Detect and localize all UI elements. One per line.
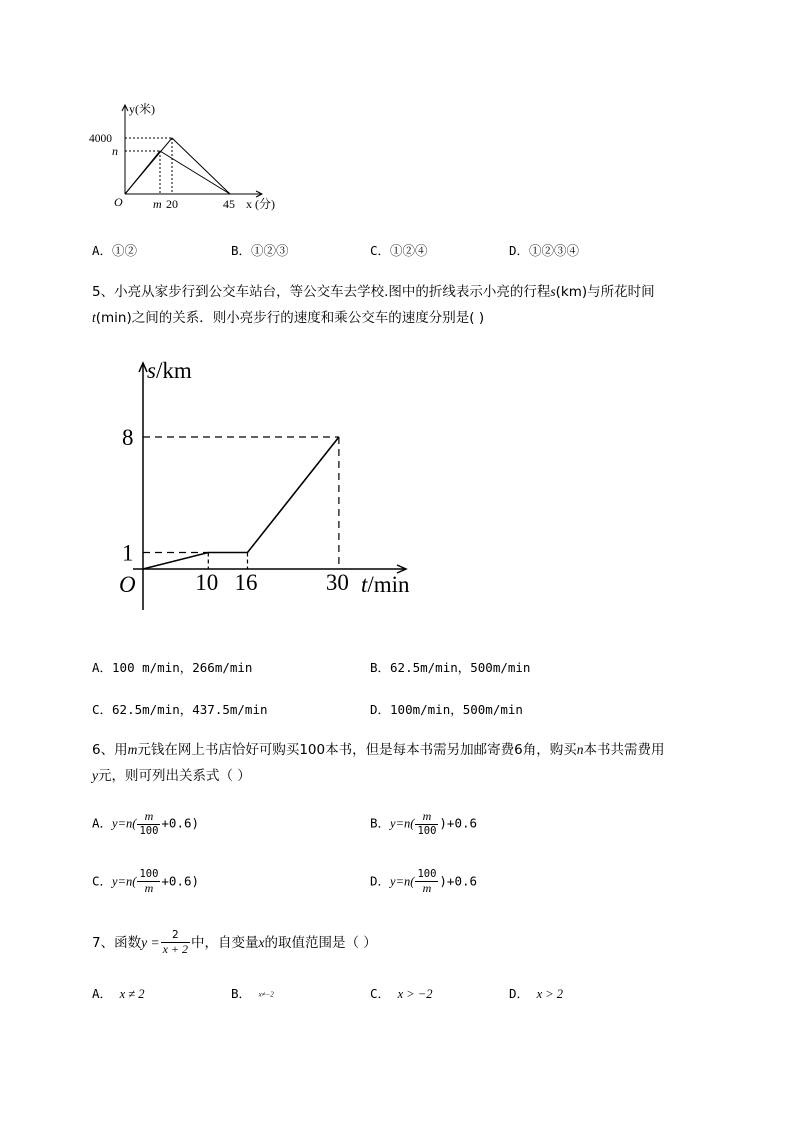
- q5-stem-line1: 5、小亮从家步行到公交车站台，等公交车去学校.图中的折线表示小亮的行程s(km)与所花时间: [92, 284, 655, 300]
- q6-option-b[interactable]: B．y=n( $\frac{m}{100}$ )+0.6: [370, 809, 478, 837]
- q7-stem: 7、函数y = $\frac{2}{x + 2}$ 中，自变量x的取值范围是（ ）: [92, 929, 377, 956]
- q7-option-d[interactable]: D． x > 2: [509, 986, 564, 1001]
- q5-option-b[interactable]: B．62.5m/min，500m/min: [370, 660, 531, 675]
- origin-label: O: [114, 195, 123, 209]
- y-tick-8: 8: [122, 425, 134, 450]
- x-tick-10: 10: [195, 570, 219, 595]
- q6-option-d[interactable]: D．y=n( $\frac{100}{m}$ )+0.6: [370, 868, 478, 895]
- q6-option-c[interactable]: C．y=n( $\frac{100}{m}$ +0.6): [92, 868, 200, 895]
- q4-option-d[interactable]: D．①②③④: [509, 243, 580, 258]
- tick-20: 20: [166, 197, 178, 211]
- tick-45: 45: [223, 197, 235, 211]
- distance-time-graph: [89, 98, 290, 216]
- series-line: [143, 437, 339, 569]
- q7-option-b[interactable]: B． x≠−2: [231, 986, 274, 1001]
- line-b: [125, 151, 230, 194]
- x-tick-30: 30: [325, 570, 349, 595]
- tick-n: n: [112, 144, 118, 158]
- q7-option-a[interactable]: A． x ≠ 2: [92, 986, 145, 1001]
- q5-option-d[interactable]: D．100m/min，500m/min: [370, 702, 523, 717]
- q5-option-a[interactable]: A．100 m/min，266m/min: [92, 660, 253, 675]
- q4-option-b[interactable]: B．①②③: [231, 243, 289, 258]
- origin-label: O: [119, 572, 136, 597]
- q4-option-a[interactable]: A．①②: [92, 243, 138, 258]
- line-a: [125, 138, 230, 194]
- journey-line-chart: [105, 352, 425, 614]
- y-axis-label: y(米): [129, 102, 155, 116]
- q6-stem-line1: 6、用m元钱在网上书店恰好可购买100本书，但是每本书需另加邮寄费6角，购买n本书共需费用: [92, 742, 665, 758]
- q4-option-c[interactable]: C．①②④: [370, 243, 428, 258]
- x-axis-label: x (分): [246, 197, 275, 211]
- y-axis-label: s/km: [147, 358, 192, 383]
- q5-option-c[interactable]: C．62.5m/min，437.5m/min: [92, 702, 268, 717]
- q5-stem-line2: t(min)之间的关系．则小亮步行的速度和乘公交车的速度分别是( ): [92, 310, 485, 326]
- y-tick-1: 1: [122, 540, 134, 566]
- q6-option-a[interactable]: A．y=n( $\frac{m}{100}$ +0.6): [92, 809, 200, 837]
- tick-4000: 4000: [89, 133, 112, 145]
- q6-stem-line2: y元，则可列出关系式（ ）: [92, 768, 251, 784]
- x-axis-label: t/min: [361, 572, 410, 597]
- q7-option-c[interactable]: C． x > −2: [370, 986, 433, 1001]
- tick-m: m: [153, 197, 162, 211]
- x-tick-16: 16: [234, 570, 258, 595]
